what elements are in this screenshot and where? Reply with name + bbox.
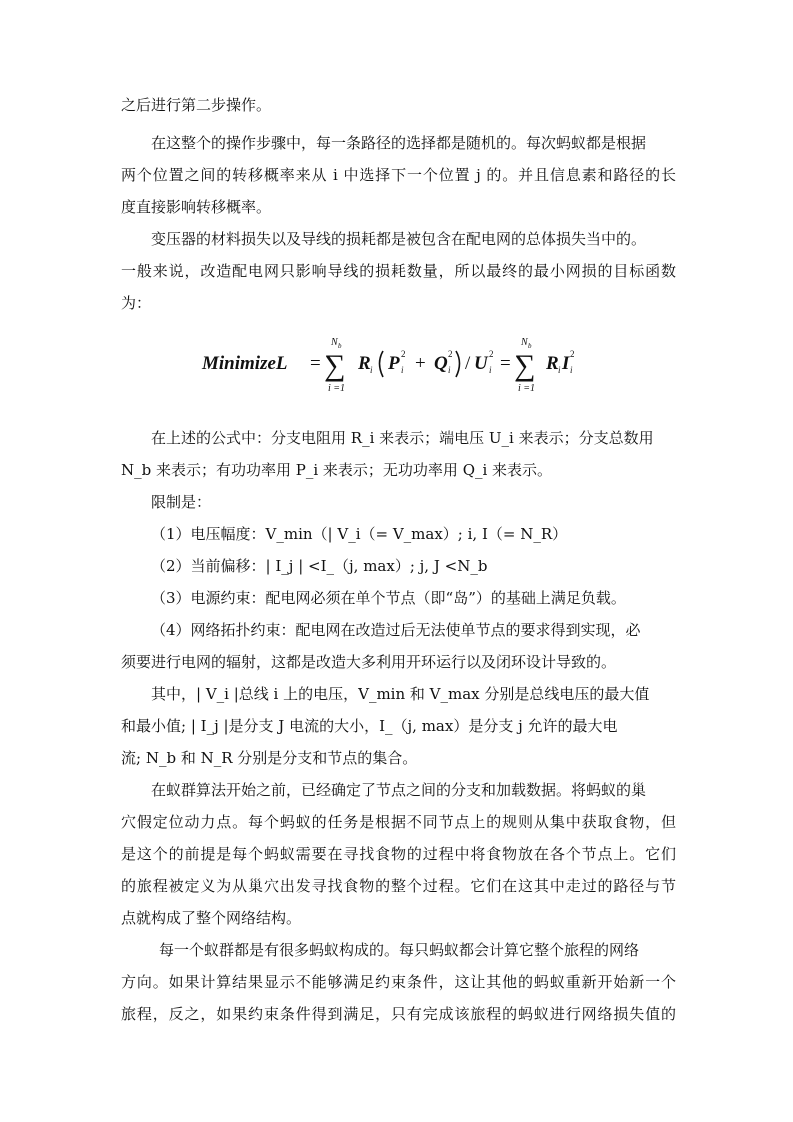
paragraph-line: 流; N_b 和 N_R 分别是分支和节点的集合。 — [121, 749, 418, 767]
paragraph-line: 在蚁群算法开始之前，已经确定了节点之间的分支和加载数据。将蚂蚁的巢 — [151, 781, 647, 799]
paragraph-line: 两个位置之间的转移概率来从 i 中选择下一个位置 j 的。并且信息素和路径的长 — [121, 166, 676, 184]
paragraph-line: 须要进行电网的辐射，这都是改造大多利用开环运行以及闭环设计导致的。 — [121, 653, 617, 671]
term-I2-sub: i — [570, 365, 573, 375]
term-R2-sub: i — [558, 365, 561, 375]
paragraph-line: 之后进行第二步操作。 — [121, 96, 272, 114]
term-Q-sup: 2 — [448, 349, 453, 359]
term-R-sub: i — [370, 365, 373, 375]
paragraph-line: 度直接影响转移概率。 — [121, 198, 272, 216]
term-R: R — [358, 353, 371, 374]
paragraph-line: 方向。如果计算结果显示不能够满足约束条件，这让其他的蚂蚁重新开始新一个 — [121, 973, 676, 991]
term-Q-sub: i — [448, 365, 451, 375]
formula-lhs: MinimizeL — [202, 353, 288, 374]
objective-function-formula — [200, 335, 580, 395]
constraint-item: （4）网络拓扑约束：配电网在改造过后无法使单节点的要求得到实现，必 — [151, 621, 641, 639]
paragraph-line: 在上述的公式中：分支电阻用 R_i 来表示；端电压 U_i 来表示；分支总数用 — [151, 429, 654, 447]
paragraph-line: 旅程，反之，如果约束条件得到满足，只有完成该旅程的蚂蚁进行网络损失值的 — [121, 1005, 676, 1023]
paragraph-line: 和最小值; | I_j |是分支 J 电流的大小，I_（j, max）是分支 j 允许的最大电 — [121, 717, 618, 735]
formula-equals: = — [310, 353, 321, 374]
paragraph-line: 在这整个的操作步骤中，每一条路径的选择都是随机的。每次蚂蚁都是根据 — [151, 134, 647, 152]
term-Q: Q — [434, 353, 448, 374]
sum2-upper-sub: b — [528, 342, 532, 350]
constraint-item: （2）当前偏移：| I_j | <I_（j, max）; j, J <N_b — [151, 557, 488, 575]
sum1-upper-limit: N — [331, 337, 338, 348]
sum2-sigma: ∑ — [514, 349, 536, 382]
sum1-sigma: ∑ — [324, 349, 346, 382]
constraint-item: （1）电压幅度：V_min（| V_i（= V_max）; i, I（= N_R） — [151, 525, 568, 543]
paragraph-line: 其中，| V_i |总线 i 上的电压，V_min 和 V_max 分别是总线电压的最大值 — [151, 685, 650, 703]
paragraph-line: N_b 来表示；有功功率用 P_i 来表示；无功功率用 Q_i 来表示。 — [121, 461, 553, 479]
right-paren — [456, 351, 460, 377]
sum2-upper-limit: N — [521, 337, 528, 348]
paragraph-line: 每一个蚁群都是有很多蚂蚁构成的。每只蚂蚁都会计算它整个旅程的网络 — [159, 941, 640, 959]
term-U: U — [474, 353, 488, 374]
sum1-upper-sub: b — [338, 342, 342, 350]
sum1-lower-limit: i =1 — [328, 383, 346, 394]
term-U-sup: 2 — [489, 349, 494, 359]
formula-equals-2: = — [500, 353, 511, 374]
formula-slash: / — [465, 353, 471, 374]
term-P: P — [388, 353, 400, 374]
paragraph-line: 限制是： — [151, 493, 212, 511]
term-I2-sup: 2 — [570, 349, 575, 359]
term-R2: R — [546, 353, 559, 374]
paragraph-line: 点就构成了整个网络结构。 — [121, 909, 302, 927]
term-P-sub: i — [401, 365, 404, 375]
formula-svg — [200, 335, 580, 395]
constraint-item: （3）电源约束：配电网必须在单个节点（即“岛”）的基础上满足负载。 — [151, 589, 626, 607]
formula-plus: + — [415, 353, 426, 374]
term-U-sub: i — [489, 365, 492, 375]
sum2-lower-limit: i =1 — [518, 383, 536, 394]
paragraph-line: 为： — [121, 294, 152, 312]
paragraph-line: 变压器的材料损失以及导线的损耗都是被包含在配电网的总体损失当中的。 — [151, 230, 647, 248]
left-paren — [380, 351, 384, 377]
paragraph-line: 穴假定位动力点。每个蚂蚁的任务是根据不同节点上的规则从集中获取食物，但 — [121, 813, 676, 831]
term-I2: I — [562, 353, 570, 374]
term-P-sup: 2 — [401, 349, 406, 359]
paragraph-line: 是这个的前提是每个蚂蚁需要在寻找食物的过程中将食物放在各个节点上。它们 — [121, 845, 676, 863]
paragraph-line: 一般来说，改造配电网只影响导线的损耗数量，所以最终的最小网损的目标函数 — [121, 262, 676, 280]
paragraph-line: 的旅程被定义为从巢穴出发寻找食物的整个过程。它们在这其中走过的路径与节 — [121, 877, 676, 895]
